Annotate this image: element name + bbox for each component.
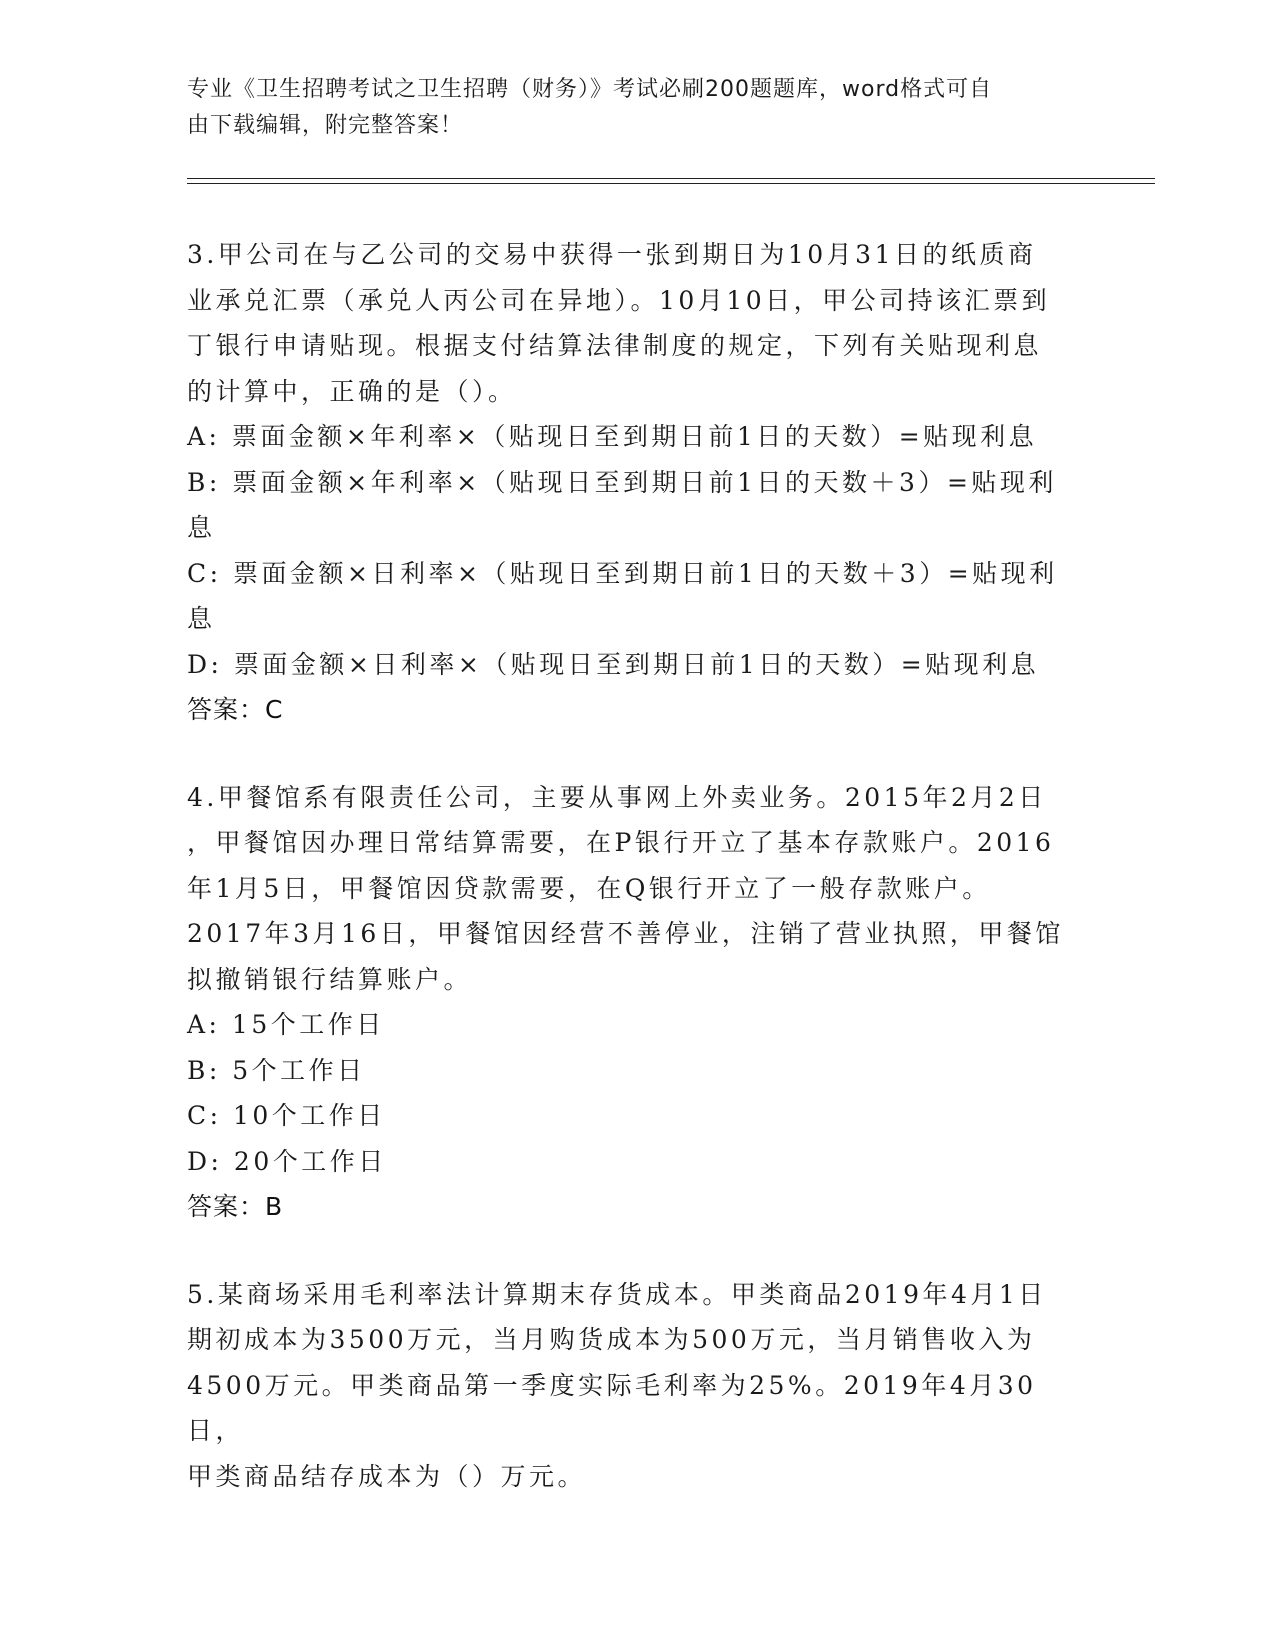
question-text-line: 的计算中，正确的是（）。 (187, 376, 517, 406)
question-text-line: 4.甲餐馆系有限责任公司，主要从事网上外卖业务。2015年2月2日 (187, 782, 1047, 812)
header-line-2: 由下载编辑，附完整答案！ (187, 113, 464, 138)
question-list (187, 232, 1087, 1541)
option-d: D: 20个工作日 (187, 1146, 387, 1176)
question-text-line: 丁银行申请贴现。根据支付结算法律制度的规定，下列有关贴现利息 (187, 331, 1043, 360)
option-a: A: 票面金额×年利率×（贴现日至到期日前1日的天数）=贴现利息 (187, 422, 1038, 451)
question-text-line: ，甲餐馆因办理日常结算需要，在P银行开立了基本存款账户。2016 (187, 828, 1055, 857)
header-line-1: 专业《卫生招聘考试之卫生招聘（财务）》考试必刷200题题库，word格式可自 (187, 77, 993, 102)
question-text-line: 业承兑汇票（承兑人丙公司在异地）。10月10日，甲公司持该汇票到 (187, 285, 1051, 315)
question-text-line: 4500万元。甲类商品第一季度实际毛利率为25%。2019年4月30日， (187, 1370, 1037, 1445)
question-text-line: 甲类商品结存成本为（）万元。 (187, 1461, 587, 1491)
option-c: C: 10个工作日 (187, 1101, 386, 1130)
answer-label: 答案：C (187, 695, 284, 724)
question-4 (187, 775, 1087, 1230)
question-3 (187, 232, 1087, 733)
question-text-line: 5.某商场采用毛利率法计算期末存货成本。甲类商品2019年4月1日 (187, 1279, 1047, 1309)
question-text-line: 2017年3月16日，甲餐馆因经营不善停业，注销了营业执照，甲餐馆 (187, 919, 1064, 948)
option-b: B: 5个工作日 (187, 1055, 366, 1085)
question-5 (187, 1272, 1087, 1500)
answer-label: 答案：B (187, 1192, 284, 1221)
option-c: C: 票面金额×日利率×（贴现日至到期日前1日的天数＋3）=贴现利 息 (187, 558, 1058, 633)
question-text-line: 期初成本为3500万元，当月购货成本为500万元，当月销售收入为 (187, 1325, 1036, 1354)
header-divider-top (187, 178, 1155, 179)
option-b: B: 票面金额×年利率×（贴现日至到期日前1日的天数＋3）=贴现利 息 (187, 467, 1057, 542)
question-text-line: 年1月5日，甲餐馆因贷款需要，在Q银行开立了一般存款账户。 (187, 873, 991, 903)
document-header (187, 72, 1067, 144)
question-text-line: 拟撤销银行结算账户。 (187, 964, 473, 994)
question-text-line: 3.甲公司在与乙公司的交易中获得一张到期日为10月31日的纸质商 (187, 240, 1037, 269)
header-divider-bottom (187, 183, 1155, 184)
option-a: A: 15个工作日 (187, 1010, 385, 1039)
option-d: D: 票面金额×日利率×（贴现日至到期日前1日的天数）=贴现利息 (187, 649, 1040, 679)
